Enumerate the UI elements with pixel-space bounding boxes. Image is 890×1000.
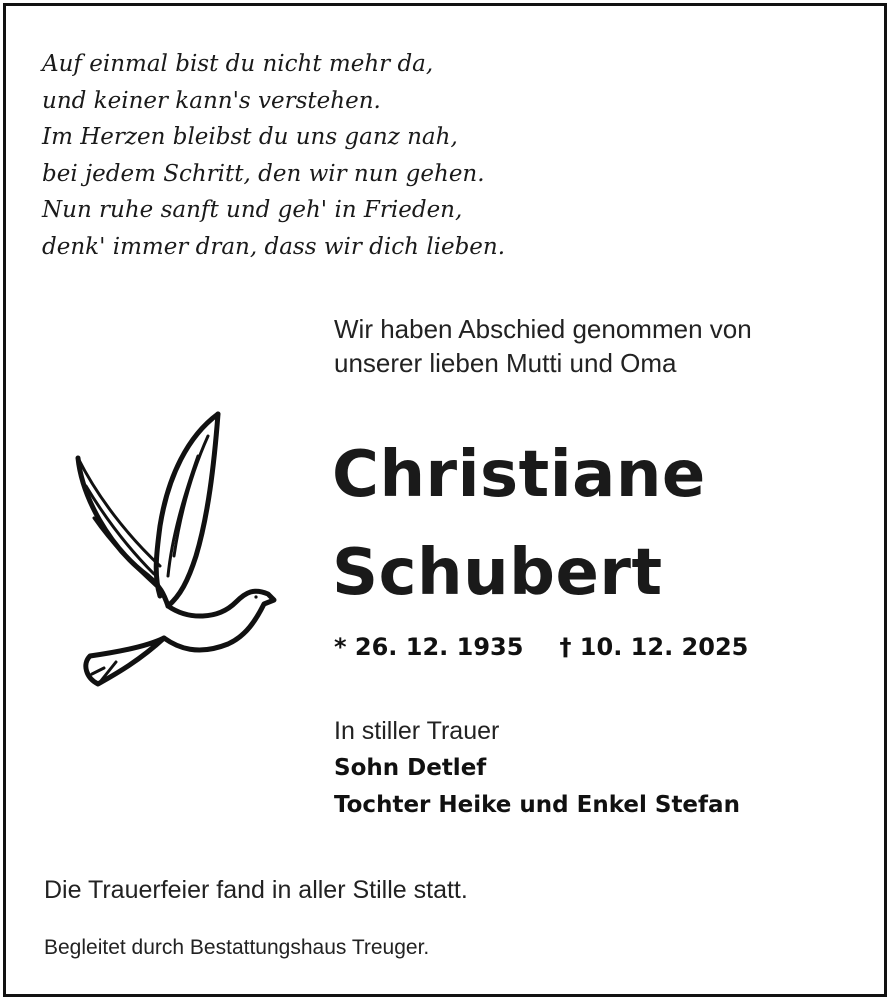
poem-line: Im Herzen bleibst du uns ganz nah, xyxy=(42,124,458,150)
intro-line: unserer lieben Mutti und Oma xyxy=(334,348,677,378)
mourner-entry: Sohn Detlef xyxy=(334,755,487,781)
undertaker-note: Begleitet durch Bestattungshaus Treuger. xyxy=(44,936,430,959)
mourning-lead: In stiller Trauer xyxy=(334,717,500,745)
dove-icon xyxy=(68,406,284,696)
poem-line: denk' immer dran, dass wir dich lieben. xyxy=(42,233,506,260)
poem-line: bei jedem Schritt, den wir nun gehen. xyxy=(42,160,485,187)
life-dates xyxy=(334,628,748,666)
mourner-entry: Tochter Heike und Enkel Stefan xyxy=(334,792,740,818)
poem xyxy=(42,46,505,265)
last-name: Schubert xyxy=(332,536,663,610)
first-name: Christiane xyxy=(332,438,706,512)
deceased-name xyxy=(332,426,706,622)
intro-text xyxy=(334,312,752,380)
obituary-frame xyxy=(3,3,887,997)
birth-date: * 26. 12. 1935 xyxy=(334,633,524,661)
poem-line: Nun ruhe sanft und geh' in Frieden, xyxy=(42,197,463,223)
intro-line: Wir haben Abschied genommen von xyxy=(334,314,752,344)
mourners-block xyxy=(334,712,740,824)
death-date: † 10. 12. 2025 xyxy=(559,633,749,661)
funeral-note: Die Trauerfeier fand in aller Stille statt. xyxy=(44,876,468,904)
poem-line: und keiner kann's verstehen. xyxy=(42,87,381,114)
poem-line: Auf einmal bist du nicht mehr da, xyxy=(42,51,434,77)
